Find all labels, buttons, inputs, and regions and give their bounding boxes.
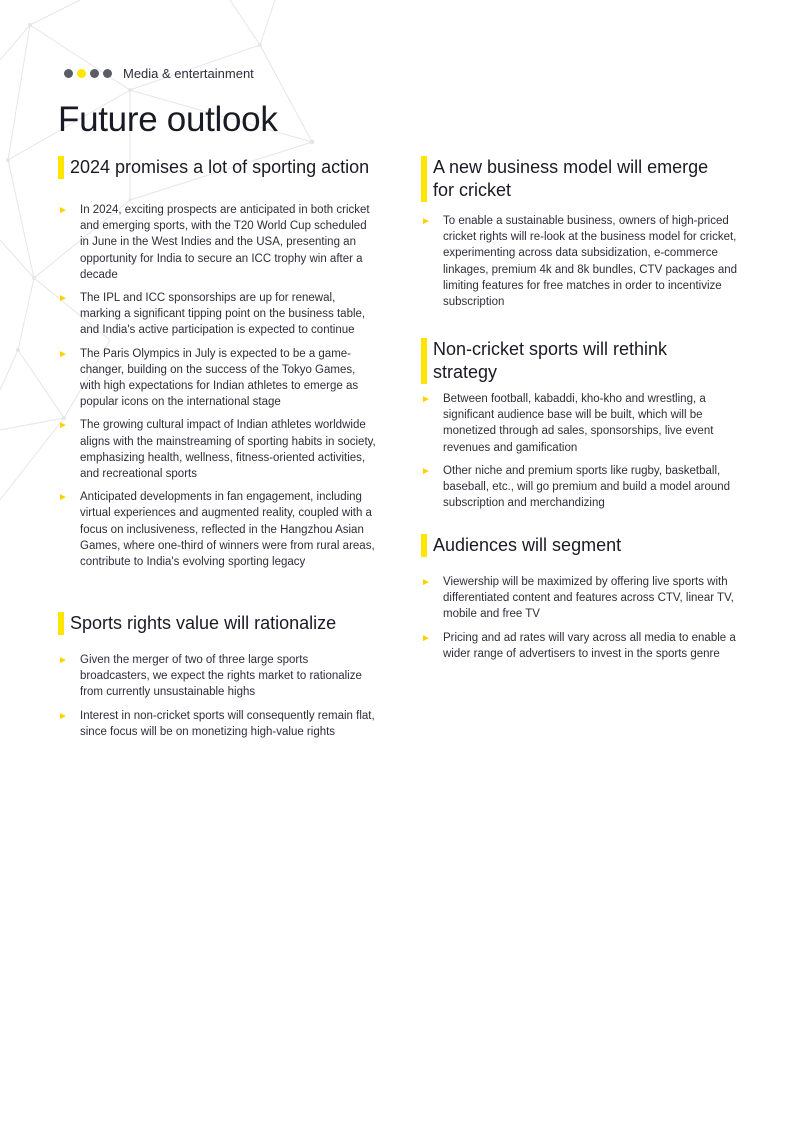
list-item: ► Between football, kabaddi, kho-kho and wrestling, a significant audience base will be built, which will be monetized through ad sales, sponsorships, live event revenues and gamification (421, 393, 714, 454)
list-item: ► In 2024, exciting prospects are anticipated in both cricket and emerging sports, with the T20 World Cup scheduled in June in the West Indies and the USA, presenting an opportunity for India to secure an ICC trophy win after a decade (58, 204, 370, 281)
bullet-list (421, 391, 741, 511)
bullet-arrow-icon: ► (421, 394, 431, 405)
section-rights-value (58, 612, 378, 740)
bullet-arrow-icon: ► (58, 205, 68, 216)
list-item: ► The growing cultural impact of Indian athletes worldwide aligns with the mainstreaming of sporting habits in society, emphasizing health, wellness, fitness-oriented activities, and recreational sports (58, 419, 376, 481)
bullet-list (58, 652, 378, 740)
list-item: ► The IPL and ICC sponsorships are up for renewal, marking a significant tipping point on the business table, and India's active participation is expected to continue (58, 292, 366, 337)
list-item: ► The Paris Olympics in July is expected to be a game-changer, building on the success of the Tokyo Games, with high expectations for Indian athletes to emerge as popular icons on the international stage (58, 347, 359, 409)
bullet-arrow-icon: ► (58, 293, 68, 305)
bullet-arrow-icon: ► (58, 710, 68, 722)
section-tag (64, 66, 254, 81)
list-item: ► Pricing and ad rates will vary across all media to enable a wider range of advertisers to invest in the sports genre (421, 631, 736, 660)
list-item: ► Viewership will be maximized by offering live sports with differentiated content and features across CTV, linear TV, mobile and free TV (421, 576, 734, 621)
tag-dot-2 (77, 69, 86, 78)
list-item: ► Anticipated developments in fan engagement, including virtual experiences and augmented reality, coupled with a focus on inclusiveness, reflected in the Hangzhou Asian Games, where one-third of winners were from rural areas, contribute to India's evolving sporting legacy (58, 491, 375, 569)
list-item: ► Given the merger of two of three large sports broadcasters, we expect the rights market to rationalize from currently unsustainable highs (58, 654, 362, 699)
section-sporting-action (58, 156, 378, 570)
bullet-arrow-icon: ► (58, 655, 68, 666)
tag-dot-1 (64, 69, 73, 78)
category-label: Media & entertainment (123, 66, 254, 81)
bullet-arrow-icon: ► (421, 216, 431, 227)
section-heading: Sports rights value will rationalize (58, 612, 378, 635)
section-business-model (421, 156, 741, 310)
list-item: ► To enable a sustainable business, owners of high-priced cricket rights will re-look at the business model for cricket, experimenting across data subsidization, e-commerce linkages, premium 4k and 8k bundles, CTV packages and limiting features for free matches in order to incentivize subscription (421, 215, 738, 309)
bullet-arrow-icon: ► (421, 632, 431, 644)
section-heading: Non-cricket sports will rethink strategy (421, 338, 741, 384)
tag-dot-4 (103, 69, 112, 78)
bullet-arrow-icon: ► (421, 465, 431, 477)
page-title: Future outlook (58, 100, 278, 139)
bullet-list (58, 202, 378, 570)
section-non-cricket (421, 338, 741, 511)
list-item: ► Interest in non-cricket sports will consequently remain flat, since focus will be on monetizing high-value rights (58, 709, 375, 738)
section-heading: 2024 promises a lot of sporting action (58, 156, 378, 179)
bullet-list (421, 574, 741, 662)
bullet-list (421, 213, 741, 310)
bullet-arrow-icon: ► (58, 348, 68, 360)
bullet-arrow-icon: ► (421, 577, 431, 588)
bullet-arrow-icon: ► (58, 420, 68, 432)
section-audiences (421, 534, 741, 662)
bullet-arrow-icon: ► (58, 492, 68, 504)
list-item: ► Other niche and premium sports like rugby, basketball, baseball, etc., will go premium and build a model around subscription and merchandizing (421, 464, 731, 510)
section-heading: A new business model will emerge for cricket (421, 156, 741, 202)
tag-dot-3 (90, 69, 99, 78)
section-heading: Audiences will segment (421, 534, 741, 557)
